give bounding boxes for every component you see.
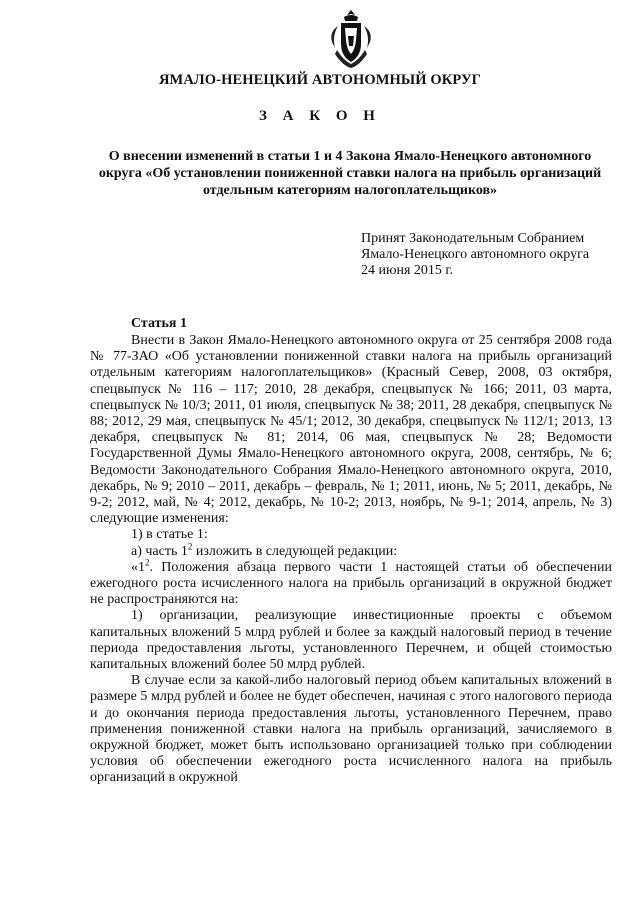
paragraph: В случае если за какой-либо налоговый период объем капитальных вложений в размере 5 млрд рублей и более не будет обеспечен, начиная с этого налогового периода и до окончания периода предоставления льготы, установленного Перечнем, право применения пониженной ставки налога на прибыль организаций, зачисляемого в окружной бюджет, может быть использовано организацией только при соблюдении условия об обеспечении ежегодного роста исчисленного налога на прибыль организаций в окружной [90,673,612,786]
quote-superscript: 2 [145,557,150,568]
quote-text: «1 [131,559,145,575]
quote-text-end: . Положения абзаца первого части 1 настоящей статьи об обеспечении ежегодного роста исчисленного налога на прибыль организаций в окружной бюджет не распространяются на: [90,559,612,608]
article-intro: Внести в Закон Ямало-Ненецкого автономного округа от 25 сентября 2008 года № 77-ЗАО «Об установлении пониженной ставки налога на прибыль организаций отдельным категориям налогоплательщиков» (Красный Север, 2008, 03 октября, спецвыпуск № 116 – 117; 2010, 28 декабря, спецвыпуск № 166; 2011, 03 марта, спецвыпуск № 10/3; 2011, 01 июля, спецвыпуск № 38; 2011, 28 декабря, спецвыпуск № 88; 2012, 29 мая, спецвыпуск № 45/1; 2012, 30 декабря, спецвыпуск № 112/1; 2013, 13 декабря, спецвыпуск № 81; 2014, 06 мая, спецвыпуск № 28; Ведомости Государственной Думы Ямало-Ненецкого автономного округа, 2008, сентябрь, № 6; Ведомости Законодательного Собрания Ямало-Ненецкого автономного округа, 2010, декабрь, № 9; 2010 – 2011, декабрь – февраль, № 1; 2011, июнь, № 5; 2011, декабрь, № 9-2; 2012, май, № 4; 2012, декабрь, № 10-2; 2013, ноябрь, № 9-1; 2014, апрель, № 3) следующие изменения: [90,333,612,527]
adoption-line-2: Ямало-Ненецкого автономного округа [361,247,590,262]
sub-item: 1) организации, реализующие инвестиционные проекты с объемом капитальных вложений 5 млрд рублей и более за каждый налоговый период в течение периода предоставления льготы, установленного Перечнем, и общей стоимостью капитальных вложений более 50 млрд рублей. [90,608,612,673]
region-name: ЯМАЛО-НЕНЕЦКИЙ АВТОНОМНЫЙ ОКРУГ [158,72,482,88]
document-type: З А К О Н [259,108,381,124]
list-item: 1) в статье 1: [131,527,208,543]
adoption-date: 24 июня 2015 г. [361,263,454,278]
adoption-block [361,231,631,279]
item-a-superscript: 2 [187,540,193,551]
list-item [90,540,612,560]
law-title: О внесении изменений в статьи 1 и 4 Закона Ямало-Ненецкого автономного округа «Об установлении пониженной ставки налога на прибыль организаций отдельным категориям налогоплательщиков» [98,149,602,198]
article-heading: Статья 1 [131,316,187,331]
article-body [90,333,612,787]
quoted-paragraph [90,557,612,609]
coat-of-arms-icon [329,8,373,70]
item-a-text-end: изложить в следующей редакции: [192,543,398,559]
adoption-line-1: Принят Законодательным Собранием [361,231,585,246]
item-a-text: а) часть 1 [131,543,188,559]
